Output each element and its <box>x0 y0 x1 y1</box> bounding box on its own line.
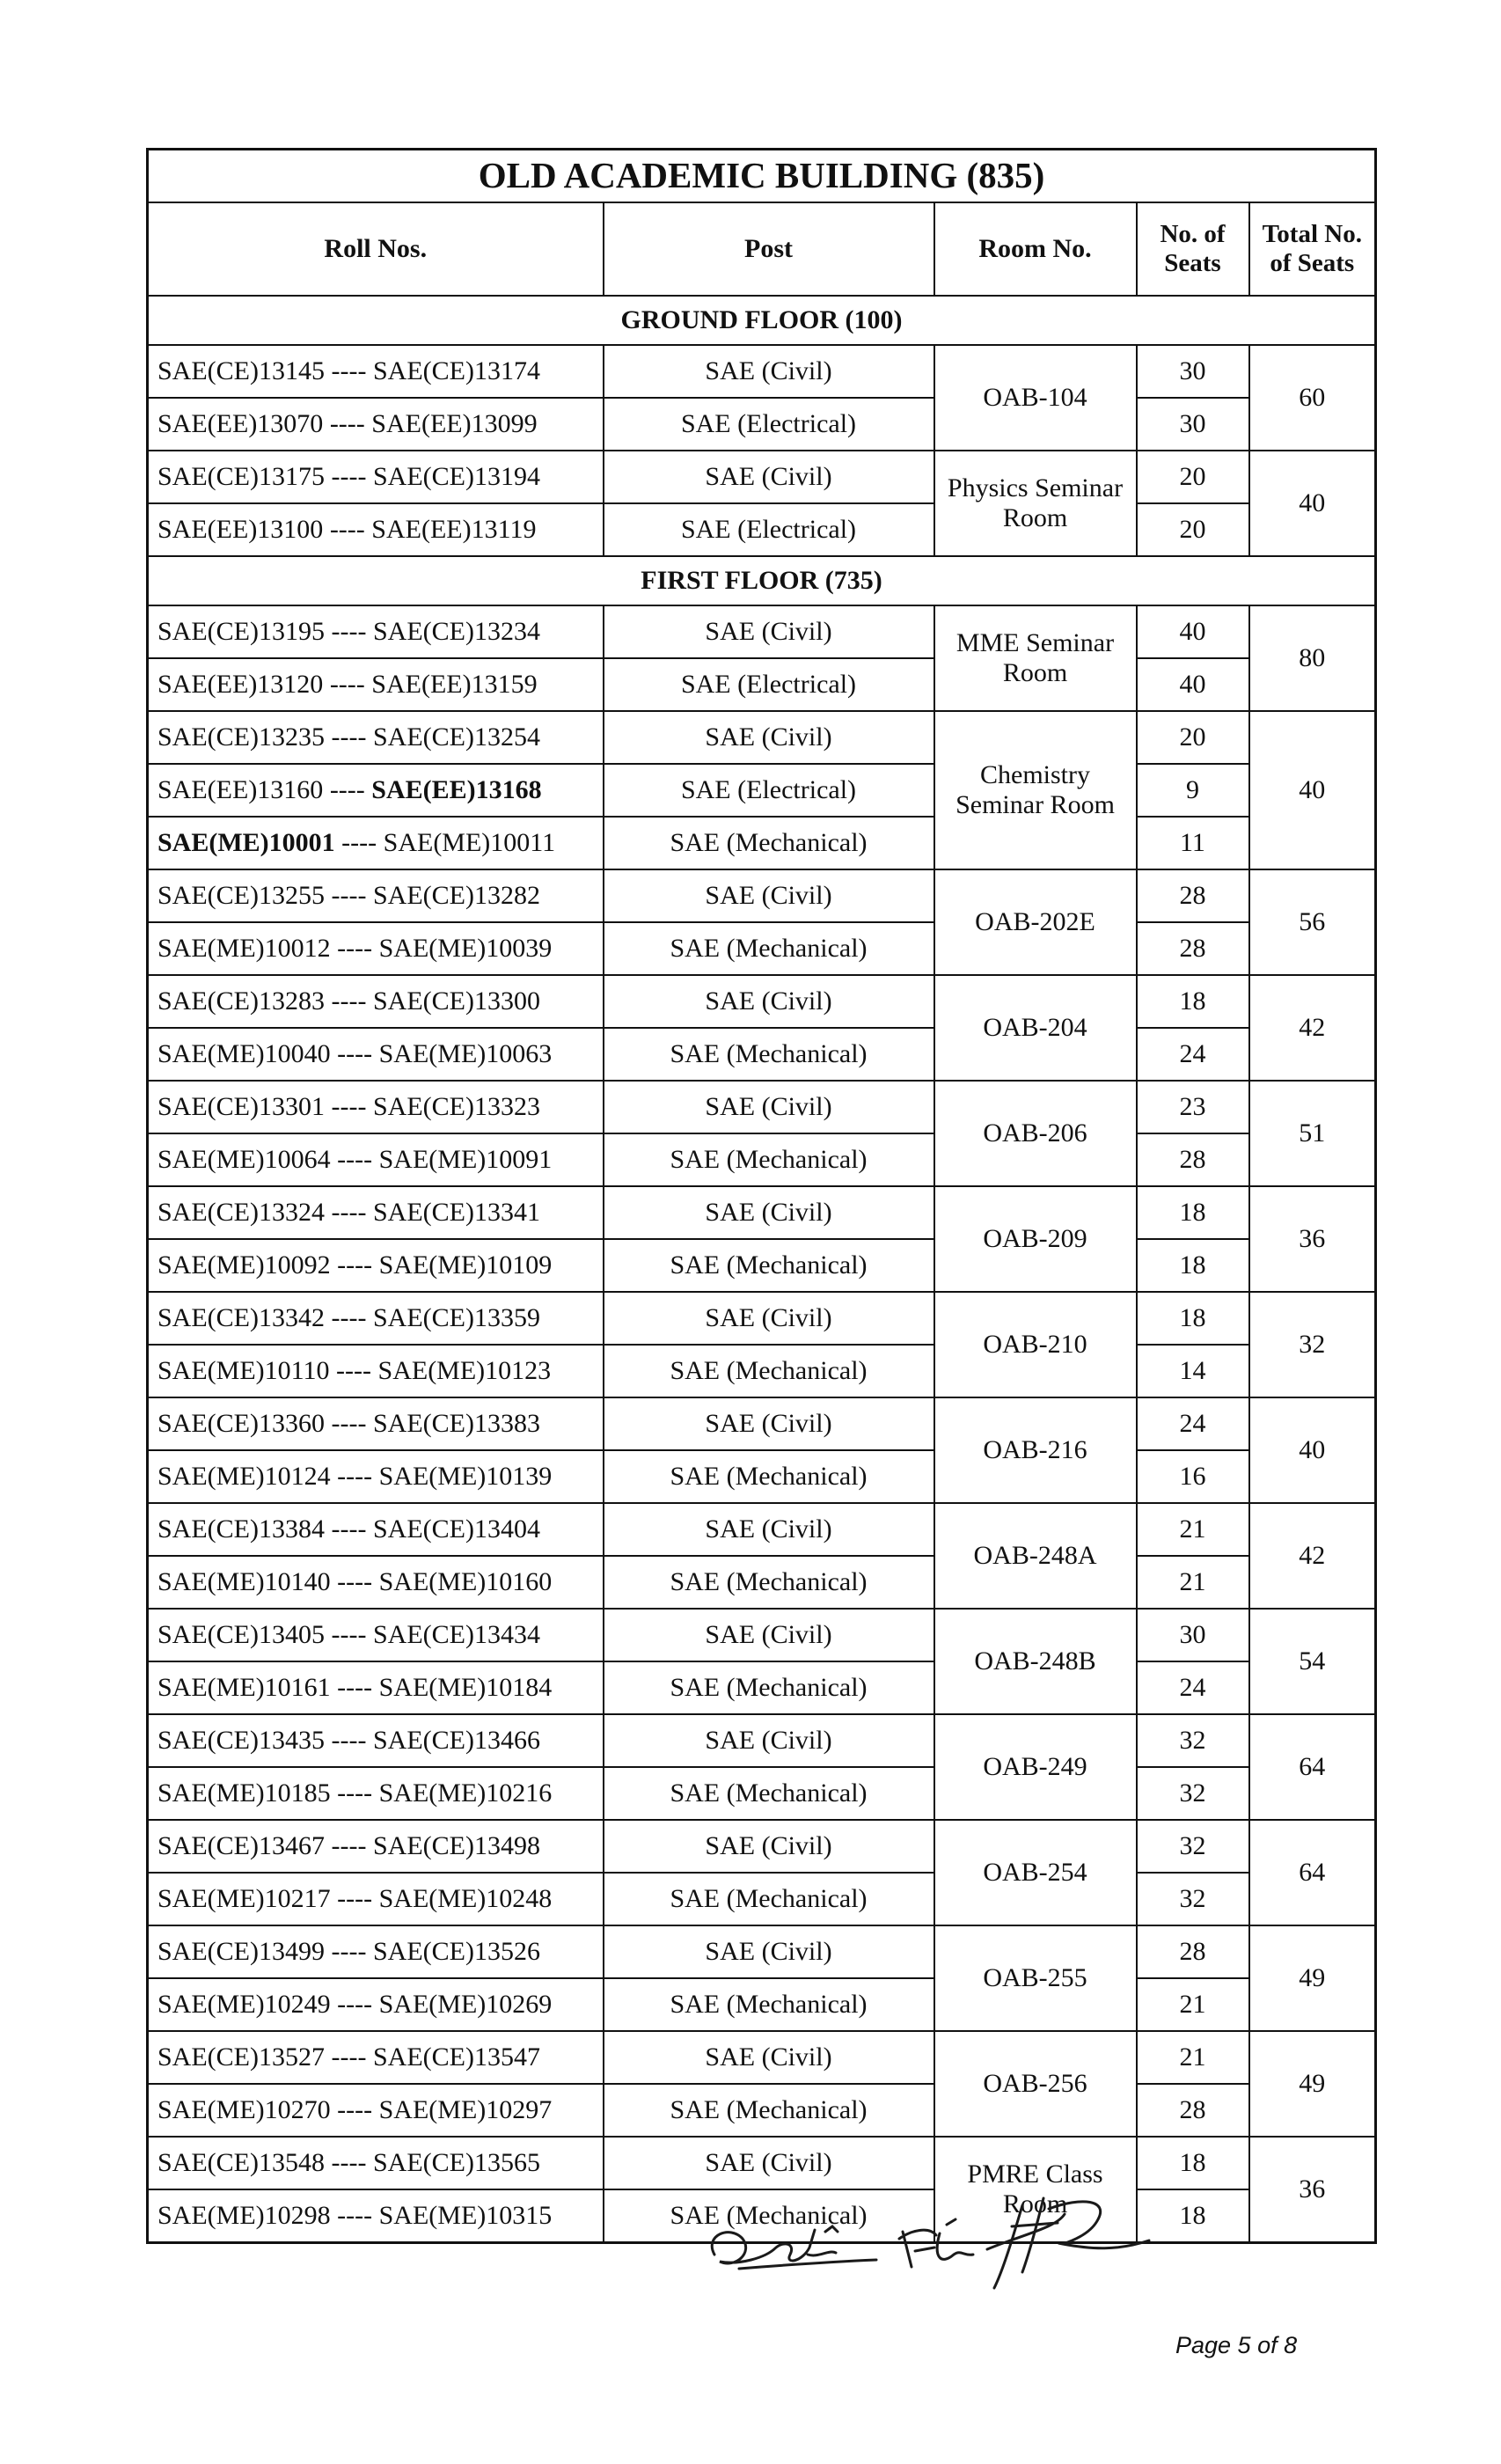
roll-range-cell <box>148 1397 604 1450</box>
table-row <box>148 711 1376 764</box>
roll-end: SAE(ME)10297 <box>378 2094 553 2124</box>
floor-row <box>148 556 1376 605</box>
roll-start: SAE(CE)13195 <box>157 616 325 646</box>
roll-separator: ---- <box>323 514 372 544</box>
roll-end: SAE(ME)10315 <box>378 2200 553 2230</box>
roll-end: SAE(ME)10269 <box>378 1989 553 2019</box>
total-seats-cell: 64 <box>1249 1714 1376 1820</box>
seats-cell: 32 <box>1137 1820 1249 1873</box>
roll-start: SAE(CE)13235 <box>157 722 325 752</box>
seats-cell: 23 <box>1137 1081 1249 1133</box>
room-cell: OAB-248B <box>934 1609 1137 1714</box>
table-row <box>148 1292 1376 1345</box>
table-row <box>148 1397 1376 1450</box>
roll-end: SAE(CE)13547 <box>372 2042 540 2072</box>
roll-range-cell <box>148 764 604 817</box>
post-cell: SAE (Mechanical) <box>604 1556 934 1609</box>
post-cell: SAE (Civil) <box>604 711 934 764</box>
room-cell: OAB-202E <box>934 869 1137 975</box>
roll-end: SAE(ME)10091 <box>378 1144 553 1174</box>
seats-cell: 28 <box>1137 1133 1249 1186</box>
total-seats-cell: 80 <box>1249 605 1376 711</box>
roll-range-cell <box>148 2189 604 2243</box>
roll-start: SAE(CE)13548 <box>157 2147 325 2177</box>
post-cell: SAE (Mechanical) <box>604 1450 934 1503</box>
roll-end: SAE(EE)13168 <box>371 774 542 804</box>
room-cell: OAB-104 <box>934 345 1137 451</box>
post-cell: SAE (Mechanical) <box>604 1661 934 1714</box>
post-cell: SAE (Civil) <box>604 1714 934 1767</box>
roll-start: SAE(ME)10064 <box>157 1144 331 1174</box>
header-roll-nos: Roll Nos. <box>148 202 604 296</box>
seats-cell: 18 <box>1137 2137 1249 2189</box>
total-seats-cell: 40 <box>1249 451 1376 556</box>
roll-range-cell <box>148 605 604 658</box>
table-row <box>148 922 1376 975</box>
seats-cell: 20 <box>1137 451 1249 503</box>
table-row <box>148 2031 1376 2084</box>
roll-range-cell <box>148 1292 604 1345</box>
total-seats-cell: 49 <box>1249 1925 1376 2031</box>
roll-separator: ---- <box>330 1566 379 1596</box>
roll-end: SAE(CE)13383 <box>372 1408 540 1438</box>
roll-start: SAE(CE)13499 <box>157 1936 325 1966</box>
room-cell: OAB-256 <box>934 2031 1137 2137</box>
post-cell: SAE (Civil) <box>604 1609 934 1661</box>
roll-range-cell <box>148 1609 604 1661</box>
total-seats-cell: 51 <box>1249 1081 1376 1186</box>
roll-range-cell <box>148 869 604 922</box>
header-total-seats: Total No. of Seats <box>1249 202 1376 296</box>
roll-end: SAE(CE)13323 <box>372 1091 540 1121</box>
roll-start: SAE(CE)13360 <box>157 1408 325 1438</box>
roll-separator: ---- <box>330 1989 379 2019</box>
post-cell: SAE (Civil) <box>604 869 934 922</box>
roll-start: SAE(ME)10249 <box>157 1989 331 2019</box>
floor-heading: FIRST FLOOR (735) <box>148 556 1376 605</box>
roll-separator: ---- <box>325 1830 373 1860</box>
table-row <box>148 817 1376 869</box>
seats-cell: 18 <box>1137 2189 1249 2243</box>
seats-cell: 14 <box>1137 1345 1249 1397</box>
post-cell: SAE (Civil) <box>604 1292 934 1345</box>
roll-separator: ---- <box>330 1250 379 1280</box>
roll-range-cell <box>148 1661 604 1714</box>
seats-cell: 28 <box>1137 2084 1249 2137</box>
seats-cell: 18 <box>1137 1186 1249 1239</box>
roll-end: SAE(ME)10063 <box>378 1038 553 1068</box>
roll-start: SAE(EE)13070 <box>157 408 324 438</box>
seats-cell: 18 <box>1137 1292 1249 1345</box>
room-cell: PMRE Class Room <box>934 2137 1137 2243</box>
post-cell: SAE (Civil) <box>604 975 934 1028</box>
table-row <box>148 764 1376 817</box>
header-room-no: Room No. <box>934 202 1137 296</box>
post-cell: SAE (Civil) <box>604 1925 934 1978</box>
table-row <box>148 503 1376 556</box>
post-cell: SAE (Electrical) <box>604 658 934 711</box>
post-cell: SAE (Mechanical) <box>604 1133 934 1186</box>
roll-range-cell <box>148 398 604 451</box>
roll-separator: ---- <box>330 1144 379 1174</box>
post-cell: SAE (Civil) <box>604 345 934 398</box>
seats-cell: 30 <box>1137 345 1249 398</box>
roll-end: SAE(CE)13194 <box>372 461 540 491</box>
roll-separator: ---- <box>325 1936 373 1966</box>
roll-separator: ---- <box>323 774 372 804</box>
roll-separator: ---- <box>325 1091 373 1121</box>
roll-range-cell <box>148 711 604 764</box>
roll-start: SAE(ME)10040 <box>157 1038 331 1068</box>
roll-range-cell <box>148 451 604 503</box>
roll-range-cell <box>148 1450 604 1503</box>
room-cell: Chemistry Seminar Room <box>934 711 1137 869</box>
post-cell: SAE (Electrical) <box>604 398 934 451</box>
roll-separator: ---- <box>330 1038 379 1068</box>
seats-cell: 24 <box>1137 1661 1249 1714</box>
post-cell: SAE (Mechanical) <box>604 2084 934 2137</box>
seats-cell: 28 <box>1137 1925 1249 1978</box>
roll-end: SAE(CE)13466 <box>372 1725 540 1755</box>
roll-separator: ---- <box>329 1355 378 1385</box>
seats-cell: 32 <box>1137 1873 1249 1925</box>
roll-start: SAE(CE)13324 <box>157 1197 325 1227</box>
seats-cell: 30 <box>1137 1609 1249 1661</box>
roll-separator: ---- <box>325 461 373 491</box>
roll-end: SAE(CE)13174 <box>372 356 540 385</box>
roll-end: SAE(EE)13119 <box>371 514 537 544</box>
roll-separator: ---- <box>325 986 373 1016</box>
roll-start: SAE(ME)10217 <box>157 1883 331 1913</box>
table-row <box>148 1714 1376 1767</box>
roll-range-cell <box>148 1978 604 2031</box>
post-cell: SAE (Mechanical) <box>604 1978 934 2031</box>
room-cell: OAB-254 <box>934 1820 1137 1925</box>
roll-separator: ---- <box>325 1302 373 1332</box>
page-number: Page 5 of 8 <box>1175 2332 1298 2358</box>
table-row <box>148 1133 1376 1186</box>
roll-separator: ---- <box>330 1672 379 1702</box>
roll-range-cell <box>148 1186 604 1239</box>
seats-cell: 9 <box>1137 764 1249 817</box>
post-cell: SAE (Mechanical) <box>604 2189 934 2243</box>
seats-cell: 21 <box>1137 1503 1249 1556</box>
seats-cell: 32 <box>1137 1767 1249 1820</box>
roll-end: SAE(ME)10248 <box>378 1883 553 1913</box>
roll-range-cell <box>148 2031 604 2084</box>
roll-start: SAE(CE)13301 <box>157 1091 325 1121</box>
roll-end: SAE(ME)10160 <box>378 1566 553 1596</box>
seating-table <box>146 148 1377 2244</box>
room-cell: OAB-249 <box>934 1714 1137 1820</box>
post-cell: SAE (Mechanical) <box>604 1028 934 1081</box>
table-row <box>148 1503 1376 1556</box>
seats-cell: 40 <box>1137 658 1249 711</box>
total-seats-cell: 36 <box>1249 1186 1376 1292</box>
seats-cell: 11 <box>1137 817 1249 869</box>
total-seats-cell: 60 <box>1249 345 1376 451</box>
roll-range-cell <box>148 1133 604 1186</box>
roll-range-cell <box>148 1239 604 1292</box>
roll-separator: ---- <box>325 1725 373 1755</box>
roll-end: SAE(CE)13359 <box>372 1302 540 1332</box>
roll-separator: ---- <box>325 616 373 646</box>
table-row <box>148 2084 1376 2137</box>
table-row <box>148 1556 1376 1609</box>
roll-separator: ---- <box>330 1461 379 1491</box>
room-cell: OAB-216 <box>934 1397 1137 1503</box>
table-row <box>148 1345 1376 1397</box>
roll-start: SAE(EE)13120 <box>157 669 324 699</box>
seats-cell: 21 <box>1137 1978 1249 2031</box>
post-cell: SAE (Civil) <box>604 605 934 658</box>
post-cell: SAE (Civil) <box>604 1186 934 1239</box>
roll-start: SAE(CE)13342 <box>157 1302 325 1332</box>
seats-cell: 24 <box>1137 1397 1249 1450</box>
roll-start: SAE(CE)13435 <box>157 1725 325 1755</box>
roll-end: SAE(CE)13404 <box>372 1514 540 1544</box>
roll-end: SAE(CE)13498 <box>372 1830 540 1860</box>
seats-cell: 18 <box>1137 1239 1249 1292</box>
total-seats-cell: 40 <box>1249 1397 1376 1503</box>
roll-range-cell <box>148 1028 604 1081</box>
roll-end: SAE(EE)13159 <box>371 669 538 699</box>
roll-range-cell <box>148 2084 604 2137</box>
building-title: OLD ACADEMIC BUILDING (835) <box>148 150 1376 203</box>
total-seats-cell: 54 <box>1249 1609 1376 1714</box>
roll-range-cell <box>148 922 604 975</box>
roll-end: SAE(ME)10109 <box>378 1250 553 1280</box>
roll-separator: ---- <box>325 1197 373 1227</box>
roll-range-cell <box>148 1873 604 1925</box>
table-row <box>148 345 1376 398</box>
roll-separator: ---- <box>325 2147 373 2177</box>
total-seats-cell: 32 <box>1249 1292 1376 1397</box>
post-cell: SAE (Civil) <box>604 1503 934 1556</box>
post-cell: SAE (Civil) <box>604 451 934 503</box>
post-cell: SAE (Electrical) <box>604 503 934 556</box>
floor-row <box>148 296 1376 345</box>
roll-separator: ---- <box>325 2042 373 2072</box>
roll-start: SAE(CE)13527 <box>157 2042 325 2072</box>
signature-1 <box>712 2226 876 2269</box>
floor-heading: GROUND FLOOR (100) <box>148 296 1376 345</box>
roll-end: SAE(CE)13254 <box>372 722 540 752</box>
post-cell: SAE (Civil) <box>604 1820 934 1873</box>
post-cell: SAE (Mechanical) <box>604 1239 934 1292</box>
seats-cell: 20 <box>1137 711 1249 764</box>
table-row <box>148 975 1376 1028</box>
roll-end: SAE(ME)10039 <box>378 933 553 963</box>
total-seats-cell: 64 <box>1249 1820 1376 1925</box>
roll-start: SAE(ME)10298 <box>157 2200 331 2230</box>
roll-range-cell <box>148 1714 604 1767</box>
seats-cell: 28 <box>1137 869 1249 922</box>
roll-end: SAE(ME)10011 <box>383 827 556 857</box>
table-row <box>148 658 1376 711</box>
roll-end: SAE(ME)10216 <box>378 1778 553 1808</box>
signature-2 <box>899 2219 973 2267</box>
roll-end: SAE(ME)10184 <box>378 1672 553 1702</box>
roll-separator: ---- <box>323 408 372 438</box>
header-post: Post <box>604 202 934 296</box>
table-row <box>148 1081 1376 1133</box>
room-cell: MME Seminar Room <box>934 605 1137 711</box>
roll-separator: ---- <box>334 827 384 857</box>
room-cell: OAB-204 <box>934 975 1137 1081</box>
post-cell: SAE (Civil) <box>604 2137 934 2189</box>
seats-cell: 32 <box>1137 1714 1249 1767</box>
seats-cell: 30 <box>1137 398 1249 451</box>
signatures <box>704 2174 1161 2297</box>
roll-start: SAE(ME)10001 <box>157 827 335 857</box>
table-row <box>148 1873 1376 1925</box>
roll-end: SAE(CE)13234 <box>372 616 540 646</box>
room-cell: OAB-248A <box>934 1503 1137 1609</box>
header-no-of-seats: No. of Seats <box>1137 202 1249 296</box>
seats-cell: 20 <box>1137 503 1249 556</box>
roll-start: SAE(CE)13283 <box>157 986 325 1016</box>
roll-start: SAE(ME)10092 <box>157 1250 331 1280</box>
roll-separator: ---- <box>330 1883 379 1913</box>
seats-cell: 40 <box>1137 605 1249 658</box>
roll-separator: ---- <box>323 669 372 699</box>
roll-separator: ---- <box>330 1778 379 1808</box>
roll-range-cell <box>148 1925 604 1978</box>
post-cell: SAE (Mechanical) <box>604 1873 934 1925</box>
table-row <box>148 1186 1376 1239</box>
seats-cell: 24 <box>1137 1028 1249 1081</box>
roll-end: SAE(ME)10139 <box>378 1461 553 1491</box>
roll-separator: ---- <box>325 722 373 752</box>
roll-range-cell <box>148 1820 604 1873</box>
roll-range-cell <box>148 1081 604 1133</box>
table-row <box>148 1661 1376 1714</box>
room-cell: OAB-210 <box>934 1292 1137 1397</box>
roll-start: SAE(CE)13405 <box>157 1619 325 1649</box>
roll-start: SAE(CE)13145 <box>157 356 325 385</box>
roll-range-cell <box>148 503 604 556</box>
roll-range-cell <box>148 345 604 398</box>
roll-start: SAE(EE)13100 <box>157 514 324 544</box>
roll-range-cell <box>148 1503 604 1556</box>
table-row <box>148 1609 1376 1661</box>
roll-separator: ---- <box>325 1408 373 1438</box>
room-cell: OAB-209 <box>934 1186 1137 1292</box>
roll-start: SAE(EE)13160 <box>157 774 324 804</box>
roll-end: SAE(CE)13526 <box>372 1936 540 1966</box>
roll-end: SAE(CE)13565 <box>372 2147 540 2177</box>
roll-range-cell <box>148 2137 604 2189</box>
table-row <box>148 1978 1376 2031</box>
total-seats-cell: 56 <box>1249 869 1376 975</box>
table-row <box>148 1450 1376 1503</box>
roll-end: SAE(CE)13300 <box>372 986 540 1016</box>
seats-cell: 18 <box>1137 975 1249 1028</box>
roll-range-cell <box>148 975 604 1028</box>
room-cell: Physics Seminar Room <box>934 451 1137 556</box>
roll-separator: ---- <box>325 880 373 910</box>
roll-start: SAE(ME)10110 <box>157 1355 330 1385</box>
post-cell: SAE (Civil) <box>604 1081 934 1133</box>
roll-start: SAE(ME)10124 <box>157 1461 331 1491</box>
roll-end: SAE(EE)13099 <box>371 408 538 438</box>
roll-end: SAE(CE)13341 <box>372 1197 540 1227</box>
post-cell: SAE (Mechanical) <box>604 817 934 869</box>
total-seats-cell: 42 <box>1249 975 1376 1081</box>
seats-cell: 21 <box>1137 1556 1249 1609</box>
post-cell: SAE (Mechanical) <box>604 922 934 975</box>
post-cell: SAE (Civil) <box>604 1397 934 1450</box>
total-seats-cell: 49 <box>1249 2031 1376 2137</box>
post-cell: SAE (Mechanical) <box>604 1767 934 1820</box>
roll-end: SAE(CE)13434 <box>372 1619 540 1649</box>
table-row <box>148 869 1376 922</box>
roll-separator: ---- <box>325 356 373 385</box>
roll-start: SAE(CE)13384 <box>157 1514 325 1544</box>
roll-start: SAE(CE)13467 <box>157 1830 325 1860</box>
roll-range-cell <box>148 817 604 869</box>
table-row <box>148 605 1376 658</box>
total-seats-cell: 42 <box>1249 1503 1376 1609</box>
roll-range-cell <box>148 658 604 711</box>
table-row <box>148 1820 1376 1873</box>
roll-separator: ---- <box>325 1619 373 1649</box>
roll-start: SAE(CE)13255 <box>157 880 325 910</box>
roll-start: SAE(ME)10140 <box>157 1566 331 1596</box>
room-cell: OAB-255 <box>934 1925 1137 2031</box>
post-cell: SAE (Electrical) <box>604 764 934 817</box>
roll-separator: ---- <box>330 933 379 963</box>
total-seats-cell: 36 <box>1249 2137 1376 2243</box>
roll-range-cell <box>148 1345 604 1397</box>
roll-separator: ---- <box>330 2094 379 2124</box>
post-cell: SAE (Civil) <box>604 2031 934 2084</box>
seats-cell: 16 <box>1137 1450 1249 1503</box>
roll-range-cell <box>148 1556 604 1609</box>
roll-range-cell <box>148 1767 604 1820</box>
table-row <box>148 1925 1376 1978</box>
roll-start: SAE(ME)10185 <box>157 1778 331 1808</box>
roll-separator: ---- <box>330 2200 379 2230</box>
roll-end: SAE(CE)13282 <box>372 880 540 910</box>
total-seats-cell: 40 <box>1249 711 1376 869</box>
table-row <box>148 1028 1376 1081</box>
roll-start: SAE(CE)13175 <box>157 461 325 491</box>
table-row <box>148 1767 1376 1820</box>
roll-start: SAE(ME)10161 <box>157 1672 331 1702</box>
seats-cell: 21 <box>1137 2031 1249 2084</box>
post-cell: SAE (Mechanical) <box>604 1345 934 1397</box>
signature-3 <box>987 2198 1149 2288</box>
roll-start: SAE(ME)10270 <box>157 2094 331 2124</box>
roll-end: SAE(ME)10123 <box>377 1355 552 1385</box>
table-row <box>148 398 1376 451</box>
table-row <box>148 451 1376 503</box>
roll-separator: ---- <box>325 1514 373 1544</box>
room-cell: OAB-206 <box>934 1081 1137 1186</box>
roll-start: SAE(ME)10012 <box>157 933 331 963</box>
table-row <box>148 1239 1376 1292</box>
seats-cell: 28 <box>1137 922 1249 975</box>
